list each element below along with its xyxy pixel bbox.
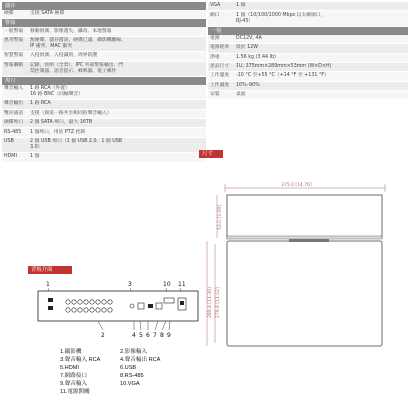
spec-key: 聲音輸出 (4, 101, 24, 107)
spec-value: -10 °C 至+55 °C（+14 °F 至 +131 °F） (236, 73, 329, 79)
top-view (227, 239, 382, 346)
height-label: 53.0 [2.09] (218, 205, 223, 230)
legend-item: 9.聲音輸入 (60, 380, 88, 387)
spec-value: 支援 SATA 硬碟 (30, 11, 65, 17)
spec-key: 警報聯動 (4, 62, 24, 68)
spec-value: 移動偵測、影像遺失、攝改、本地警報 (30, 28, 112, 34)
section-header-rear-panel: 背板介面 (28, 266, 72, 274)
spec-row (2, 85, 206, 100)
callout-label: 11 (178, 281, 186, 288)
width-dimension (225, 182, 385, 192)
spec-value: 1.56 kg (3.44 lb) (236, 54, 276, 60)
spec-value: 桌面 (236, 92, 246, 98)
callout-label: 2 (101, 332, 105, 339)
spec-key: USB (4, 138, 14, 144)
spec-value: 2 個 SATA 埠口，最大 16TB (30, 120, 93, 126)
spec-key: 淨重 (210, 54, 220, 60)
spec-key: 聲音輸入 (4, 86, 24, 92)
spec-value: 1 路 RCA（外置） 16 路 BNC（同軸聲音） (30, 86, 83, 98)
section-header-ports: 埠口 (2, 77, 206, 85)
spec-key: 產品尺寸 (210, 64, 230, 70)
width-label: 375.0 [14.76] (281, 183, 312, 188)
spec-value: 記錄、快照（全景）、IPC 外部警報輸出、門 禁控制器、語音提示、蜂鳴器、電子郵件 (30, 62, 124, 74)
spec-key: 電源 (210, 35, 220, 41)
spec-value: 10%–90% (236, 82, 260, 88)
spec-key: 電源耗率 (210, 45, 230, 51)
section-header-general: 一般 (208, 27, 408, 35)
spec-row (2, 52, 206, 61)
spec-key: 安裝 (210, 92, 220, 98)
spec-value: 1 個 (236, 3, 246, 9)
callout-label: 6 (146, 332, 150, 339)
spec-row (208, 63, 408, 72)
spec-key: 硬碟埠口 (4, 120, 24, 126)
callout-label: 8 (160, 332, 164, 339)
spec-value: 入侵偵測、入侵識別、周界防護 (30, 53, 98, 59)
section-header-dimensions: 尺寸 (199, 150, 223, 158)
spec-row (208, 54, 408, 63)
callout-label: 5 (139, 332, 143, 339)
spec-group-ports (2, 77, 206, 163)
spec-row (208, 44, 408, 53)
spec-row (2, 128, 206, 137)
spec-row (2, 37, 206, 52)
legend-item: 1.攝影機 (60, 349, 82, 355)
spec-key: 智慧警報 (4, 53, 24, 59)
spec-row (2, 110, 206, 119)
depth-dimension (207, 241, 221, 346)
spec-row (2, 100, 206, 109)
left-spec-table (2, 2, 206, 163)
spec-key: HDMI (4, 154, 17, 160)
spec-row (208, 91, 408, 100)
spec-key: 硬碟 (4, 11, 14, 17)
height-dimension (217, 195, 223, 238)
legend-item: 6.USB (120, 364, 137, 371)
callout-label: 4 (132, 332, 136, 339)
spec-row (208, 82, 408, 91)
section-header-alarm: 警報 (2, 19, 206, 27)
callouts-bottom (98, 321, 171, 339)
spec-row (2, 62, 206, 77)
spec-group-storage (2, 2, 206, 19)
spec-key: 異常警報 (4, 37, 24, 43)
inner-depth-label: 279.8 [11.02] (216, 287, 221, 318)
callout-label: 1 (46, 281, 50, 288)
legend-item: 7.網路接口 (60, 372, 88, 379)
legend-item: 4.聲音輸出 RCA (120, 356, 161, 363)
legend-item: 5.HDMI (60, 364, 79, 371)
spec-key: 工作濕度 (210, 82, 230, 88)
callout-label: 9 (167, 332, 171, 339)
spec-group-alarm (2, 19, 206, 77)
front-view (227, 195, 382, 239)
callout-label: 3 (128, 281, 132, 288)
legend-item: 8.RS-485 (120, 372, 144, 379)
dimension-drawing (199, 158, 408, 410)
section-header-storage: 儲存 (2, 2, 206, 10)
spec-key: 雙向通話 (4, 110, 24, 116)
spec-value: 1 個埠口，用於 PTZ 控制 (30, 129, 86, 135)
legend-item: 2.影像輸入 (120, 349, 148, 355)
spec-key: 工作溫度 (210, 73, 230, 79)
spec-row (2, 153, 206, 162)
spec-row (208, 2, 408, 11)
spec-value: 支援（與第一路共享相同的聲音輸入） (30, 110, 112, 116)
legend-item: 11.電源開關 (60, 388, 90, 395)
callout-label: 7 (153, 332, 157, 339)
callout-label: 10 (163, 281, 171, 288)
spec-key: 網口 (210, 12, 220, 18)
spec-row (2, 27, 206, 36)
legend-item: 10.VGA (120, 380, 140, 387)
spec-row (208, 11, 408, 26)
spec-row (2, 10, 206, 19)
spec-key: RS-485 (4, 129, 22, 135)
spec-row (2, 119, 206, 128)
spec-value: 1U, 375mm×289mm×53mm (W×D×H) (236, 64, 332, 70)
spec-value: DC12V, 4A (236, 35, 262, 41)
spec-key: 一般警報 (4, 28, 24, 34)
rear-panel-drawing (28, 276, 208, 348)
right-spec-table (208, 2, 408, 100)
port-legend (60, 349, 200, 395)
spec-value: 無硬碟、儲存錯誤、硬碟已滿、擷影機離線、 IP 衝突、MAC 衝突 (30, 37, 126, 49)
spec-row (208, 35, 408, 44)
spec-row (208, 72, 408, 81)
spec-value: 低於 12W (236, 45, 258, 51)
spec-value: 1 路 RCA (30, 101, 51, 107)
depth-label: 289.4 [11.39] (208, 287, 213, 318)
spec-value: 1 個 (30, 154, 40, 160)
spec-row (2, 138, 206, 153)
spec-key: VGA (210, 3, 221, 9)
spec-value: 1 個（10/100/1000 Mbps 以太網端口， RJ-45） (236, 12, 326, 24)
spec-value: 2 個 USB 埠口（1 個 USB 2.0、1 個 USB 3.0） (30, 138, 123, 150)
legend-item: 3.聲音輸入 RCA (60, 356, 101, 363)
rear-chassis (38, 291, 198, 321)
